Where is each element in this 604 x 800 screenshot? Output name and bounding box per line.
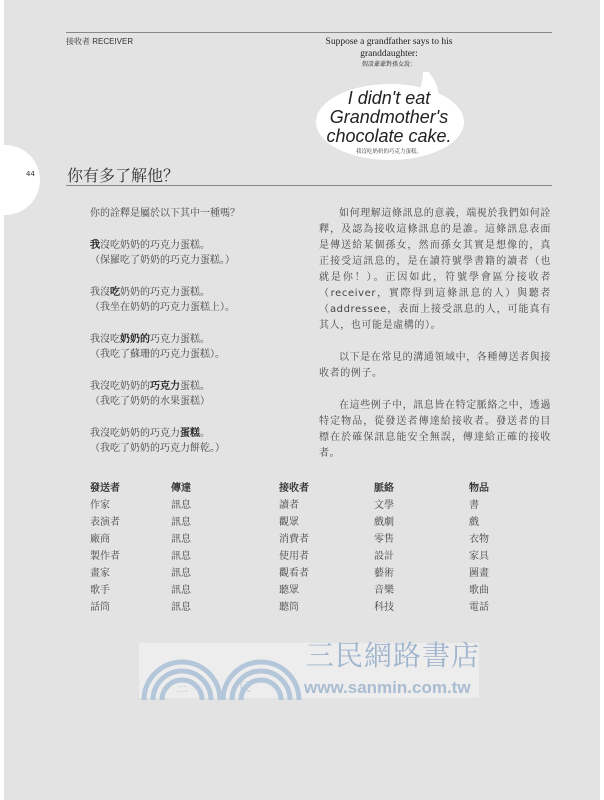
table-cell: 表演者 xyxy=(90,516,120,528)
interpretation-item: 我沒吃奶奶的巧克力蛋糕。 （我吃了奶奶的水果蛋糕） xyxy=(90,380,210,407)
table-cell: 製作者 xyxy=(90,550,120,562)
table-cell: 衣物 xyxy=(469,533,489,545)
table-row xyxy=(90,497,519,514)
table-cell: 訊息 xyxy=(171,550,191,562)
section-header: 接收者 RECEIVER xyxy=(66,37,134,46)
table-cell: 訊息 xyxy=(171,584,191,596)
table-cell: 科技 xyxy=(374,601,394,613)
watermark-logo-text: 三 xyxy=(176,680,189,694)
interpretation-item: 我沒吃奶奶的巧克力蛋糕。 （我吃了蘇珊的巧克力蛋糕）。 xyxy=(90,333,225,360)
question: 你的詮釋是屬於以下其中一種嗎？ xyxy=(90,208,240,219)
table-cell: 訊息 xyxy=(171,601,191,613)
interpretation-item: 我沒吃奶奶的巧克力蛋糕。 （我吃了奶奶的巧克力餅乾。） xyxy=(90,427,225,454)
communication-table xyxy=(90,480,519,616)
table-cell: 書 xyxy=(469,499,479,511)
watermark-name: 三民網路書店 xyxy=(306,639,481,672)
table-cell: 歌曲 xyxy=(469,584,489,596)
table-cell: 話筒 xyxy=(90,601,110,613)
header-receiver: 接收者 xyxy=(279,482,309,494)
table-cell: 訊息 xyxy=(171,533,191,545)
table-cell: 戲 xyxy=(469,516,479,528)
page-number: 44 xyxy=(26,170,35,178)
table-row xyxy=(90,599,519,616)
table-cell: 設計 xyxy=(374,550,394,562)
body-text xyxy=(319,206,551,478)
top-rule xyxy=(66,32,552,33)
table-cell: 讀者 xyxy=(279,499,299,511)
table-cell: 訊息 xyxy=(171,516,191,528)
interpretation-item: 我沒吃奶奶的巧克力蛋糕。 （保羅吃了奶奶的巧克力蛋糕。） xyxy=(90,239,235,266)
interpretation-item: 我沒吃奶奶的巧克力蛋糕。 （我坐在奶奶的巧克力蛋糕上）。 xyxy=(90,286,235,313)
table-cell: 零售 xyxy=(374,533,394,545)
speech-text: I didn't eat Grandmother's chocolate cake. xyxy=(326,88,452,146)
header-message: 傳達 xyxy=(171,482,191,494)
table-cell: 圖畫 xyxy=(469,567,489,579)
table-cell: 戲劇 xyxy=(374,516,394,528)
table-cell: 聽眾 xyxy=(279,584,299,596)
table-cell: 音樂 xyxy=(374,584,394,596)
table-cell: 使用者 xyxy=(279,550,309,562)
table-row xyxy=(90,548,519,565)
paragraph: 如何理解這條訊息的意義，端視於我們如何詮釋，及認為接收這條訊息的是誰。這條訊息表面是傳送給某個孫女，然而孫女其實是想像的，真正接受這訊息的，是在讀符號學書籍的讀者（也就是你！）。正因如此，符號學會區分接收者（receiver，實際得到這條訊息的人）與聽者（addressee，表面上接受訊息的人，可能真有其人，也可能是虛構的）。 xyxy=(319,208,551,331)
table-cell: 作家 xyxy=(90,499,110,511)
page-title: 你有多了解他？ xyxy=(67,166,180,185)
table-cell: 觀看者 xyxy=(279,567,309,579)
table-cell: 廠商 xyxy=(90,533,110,545)
table-cell: 觀眾 xyxy=(279,516,299,528)
book-page xyxy=(4,0,600,800)
table-cell: 消費者 xyxy=(279,533,309,545)
header-object: 物品 xyxy=(469,482,489,494)
table-row xyxy=(90,514,519,531)
table-cell: 文學 xyxy=(374,499,394,511)
table-cell: 聽筒 xyxy=(279,601,299,613)
table-row xyxy=(90,582,519,599)
paragraph: 在這些例子中，訊息皆在特定脈絡之中，透過特定物品，從發送者傳達給接收者。發送者的目標在於確保訊息能安全無誤，傳達給正確的接收者。 xyxy=(319,400,551,459)
header-sender: 發送者 xyxy=(90,482,120,494)
table-cell: 歌手 xyxy=(90,584,110,596)
intro-zh: 假設爺爺對孫女說： xyxy=(361,61,416,68)
table-cell: 訊息 xyxy=(171,499,191,511)
table-row xyxy=(90,531,519,548)
watermark-url: www.sanmin.com.tw xyxy=(304,678,471,697)
table-row xyxy=(90,565,519,582)
table-cell: 藝術 xyxy=(374,567,394,579)
table-cell: 訊息 xyxy=(171,567,191,579)
table-header-row xyxy=(90,480,519,497)
header-context: 脈絡 xyxy=(374,482,394,494)
table-cell: 電話 xyxy=(469,601,489,613)
illustration-intro xyxy=(299,36,479,69)
interpretations xyxy=(90,206,310,473)
watermark-logo-text: 民 xyxy=(239,680,252,694)
intro-en: Suppose a grandfather says to his granddaughter: xyxy=(325,37,453,59)
table-cell: 家具 xyxy=(469,550,489,562)
paragraph: 以下是在常見的溝通領域中，各種傳送者與接收者的例子。 xyxy=(319,352,551,379)
table-cell: 畫家 xyxy=(90,567,110,579)
watermark-logo xyxy=(139,645,304,700)
speech-text-zh: 我沒吃奶奶的巧克力蛋糕。 xyxy=(355,149,422,155)
